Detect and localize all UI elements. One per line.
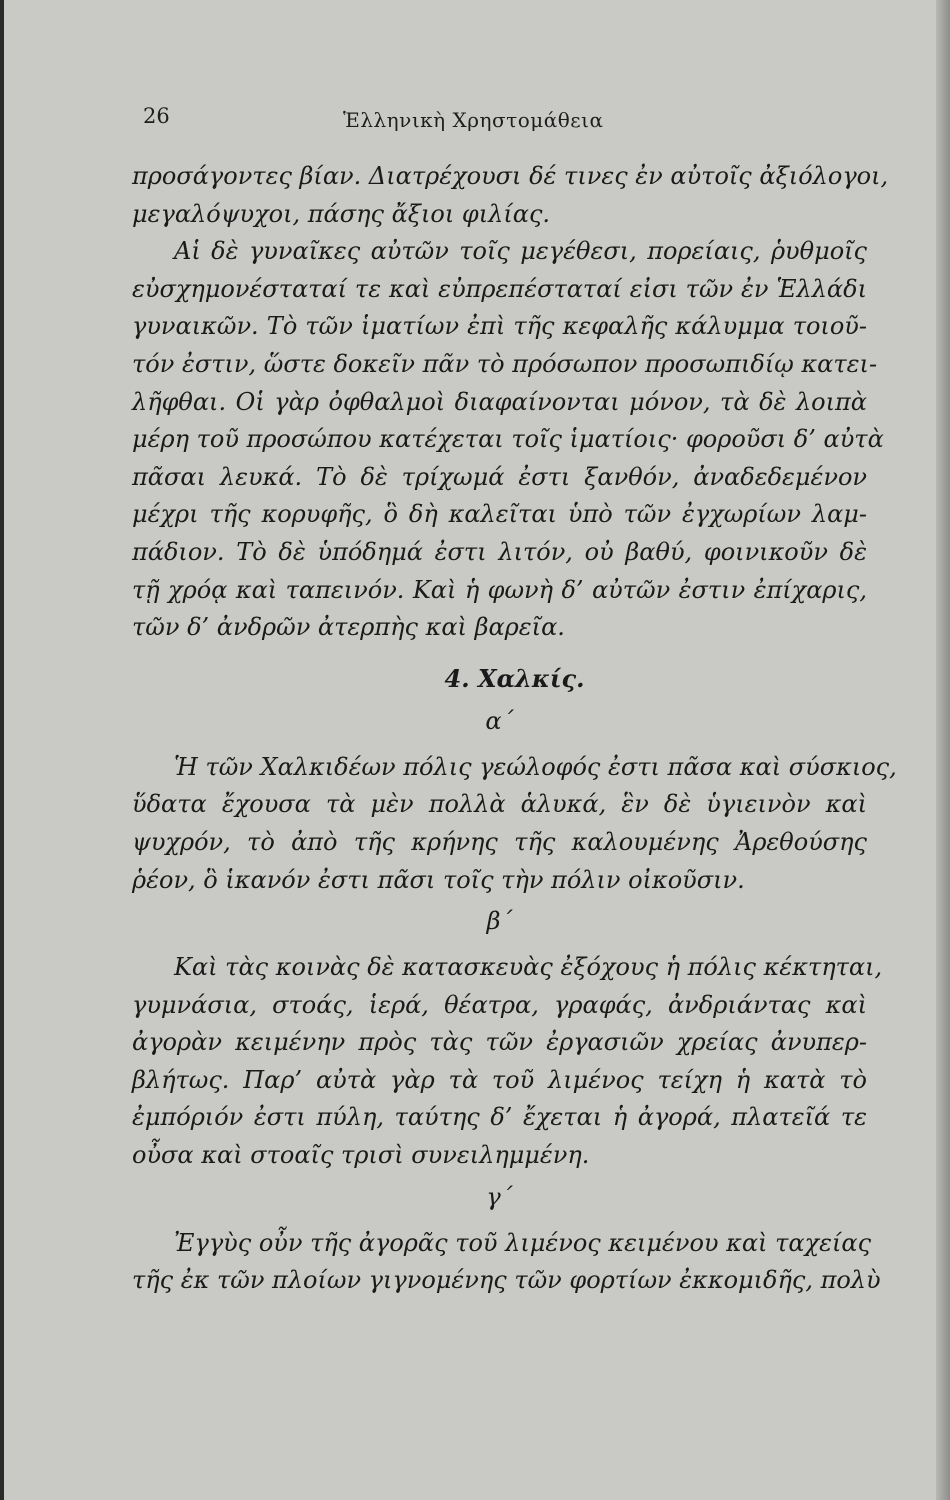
subsection-mark-a: α΄ xyxy=(485,706,514,735)
text-line: οὖσα καὶ στοαῖς τρισὶ συνειλημμένη. xyxy=(132,1141,590,1170)
section-title: 4. Χαλκίς. xyxy=(444,663,585,693)
text-line: τῆς ἐκ τῶν πλοίων γιγνομένης τῶν φορτίων ἐκκομιδῆς, πολὺ xyxy=(132,1266,881,1295)
text-line: τῇ χρόᾳ καὶ ταπεινόν. Καὶ ἡ φωνὴ δ’ αὐτῶν ἐστιν ἐπίχαρις, xyxy=(132,575,867,604)
text-line: βλήτως. Παρ’ αὐτὰ γὰρ τὰ τοῦ λιμένος τείχη ἡ κατὰ τὸ xyxy=(132,1065,867,1094)
subsection-mark-b: β΄ xyxy=(486,907,513,936)
text-line: Καὶ τὰς κοινὰς δὲ κατασκευὰς ἐξόχους ἡ πόλις κέκτηται, xyxy=(174,953,883,982)
subsection-mark-c: γ΄ xyxy=(486,1182,513,1211)
text-line: ἐμπόριόν ἐστι πύλη, ταύτης δ’ ἔχεται ἡ ἀγορά, πλατεῖά τε xyxy=(132,1103,867,1132)
text-line: ὕδατα ἔχουσα τὰ μὲν πολλὰ ἁλυκά, ἓν δὲ ὑγιεινὸν καὶ xyxy=(132,790,867,819)
text-line: γυμνάσια, στοάς, ἱερά, θέατρα, γραφάς, ἀνδριάντας καὶ xyxy=(132,990,867,1019)
text-line: Ἐγγὺς οὖν τῆς ἀγορᾶς τοῦ λιμένος κειμένου καὶ ταχείας xyxy=(174,1228,872,1257)
page-number: 26 xyxy=(143,104,170,128)
text-line: λῆφθαι. Οἱ γὰρ ὀφθαλμοὶ διαφαίνονται μόνον, τὰ δὲ λοιπὰ xyxy=(132,387,867,416)
page-header xyxy=(143,104,863,144)
text-line: ἀγορὰν κειμένην πρὸς τὰς τῶν ἐργασιῶν χρείας ἀνυπερ- xyxy=(132,1028,867,1057)
text-line: τόν ἐστιν, ὥστε δοκεῖν πᾶν τὸ πρόσωπον προσωπιδίῳ κατει- xyxy=(132,349,878,378)
page-left-edge xyxy=(0,0,4,1500)
page-right-edge xyxy=(936,0,950,1500)
text-line: μέρη τοῦ προσώπου κατέχεται τοῖς ἱματίοις· φοροῦσι δ’ αὐτὰ xyxy=(132,425,884,454)
text-line: ῥέον, ὃ ἱκανόν ἐστι πᾶσι τοῖς τὴν πόλιν οἰκοῦσιν. xyxy=(132,865,745,894)
text-line: μέχρι τῆς κορυφῆς, ὃ δὴ καλεῖται ὑπὸ τῶν ἐγχωρίων λαμ- xyxy=(132,500,867,529)
text-line: τῶν δ’ ἀνδρῶν ἀτερπὴς καὶ βαρεῖα. xyxy=(132,613,565,642)
text-line: προσάγοντες βίαν. Διατρέχουσι δέ τινες ἐν αὐτοῖς ἀξιόλογοι, xyxy=(132,162,889,190)
text-line: μεγαλόψυχοι, πάσης ἄξιοι φιλίας. xyxy=(132,199,551,228)
text-line: Αἱ δὲ γυναῖκες αὐτῶν τοῖς μεγέθεσι, πορείαις, ῥυθμοῖς xyxy=(174,237,867,266)
page-text xyxy=(132,158,897,1300)
text-line: εὐσχημονέσταταί τε καὶ εὐπρεπέσταταί εἰσι τῶν ἐν Ἑλλάδι xyxy=(132,274,867,303)
text-line: γυναικῶν. Τὸ τῶν ἱματίων ἐπὶ τῆς κεφαλῆς κάλυμμα τοιοῦ- xyxy=(132,312,867,341)
text-line: Ἡ τῶν Χαλκιδέων πόλις γεώλοφός ἐστι πᾶσα καὶ σύσκιος, xyxy=(174,752,897,781)
text-line: ψυχρόν, τὸ ἀπὸ τῆς κρήνης τῆς καλουμένης Ἀρεθούσης xyxy=(132,827,867,856)
running-title: Ἑλληνικὴ Χρηστομάθεια xyxy=(343,108,604,132)
text-line: πάδιον. Τὸ δὲ ὑπόδημά ἐστι λιτόν, οὐ βαθύ, φοινικοῦν δὲ xyxy=(132,537,867,566)
text-line: πᾶσαι λευκά. Τὸ δὲ τρίχωμά ἐστι ξανθόν, ἀναδεδεμένον xyxy=(132,462,867,491)
